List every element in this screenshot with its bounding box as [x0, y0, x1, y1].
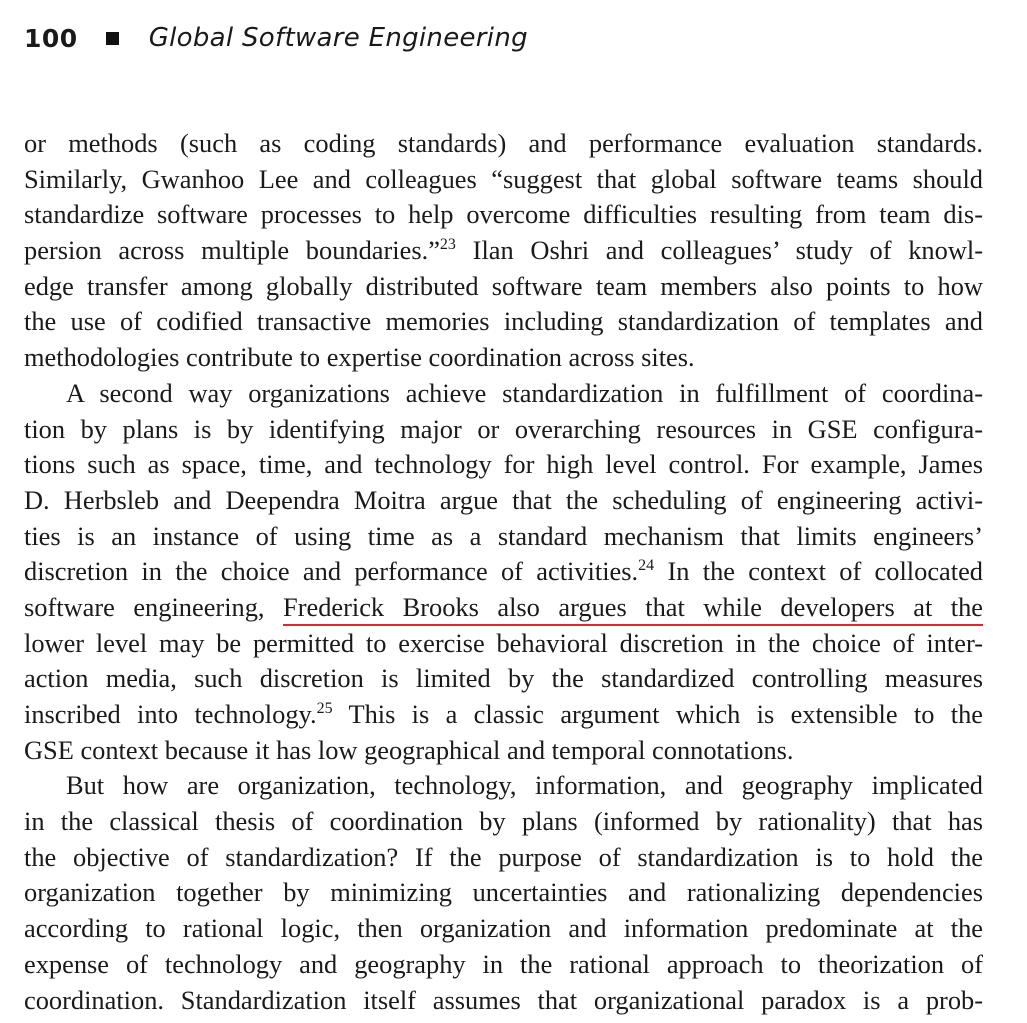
text-line: ties is an instance of using time as a standard mechanism that limits engineers’ [24, 520, 983, 551]
page-number: 100 [24, 23, 78, 53]
text-line: tion by plans is by identifying major or overarching resources in GSE configura- [24, 413, 983, 444]
text-line: the use of codified transactive memories including standardization of templates and [24, 306, 983, 337]
paragraph [24, 768, 983, 1018]
text-line: organization together by minimizing uncertainties and rationalizing dependencies [24, 877, 983, 908]
text-line: D. Herbsleb and Deependra Moitra argue that the scheduling of engineering activi- [24, 484, 983, 515]
text-line: according to rational logic, then organization and information predominate at the [24, 913, 983, 944]
text-line: software engineering, Frederick Brooks also argues that while developers at the [24, 590, 983, 626]
text-line: discretion in the choice and performance of activities.$^{24}$ In the context of collocated [24, 556, 983, 587]
text-line: methodologies contribute to expertise coordination across sites. [24, 342, 695, 373]
paragraph [24, 126, 983, 376]
text-line: lower level may be permitted to exercise behavioral discretion in the choice of inter- [24, 627, 983, 658]
book-title: Global Software Engineering [148, 23, 528, 53]
footnote-ref-23: 23 [439, 236, 456, 254]
text-line: coordination. Standardization itself assumes that organizational paradox is a prob- [24, 984, 983, 1015]
header-separator-square-icon [106, 32, 119, 45]
text-line: Similarly, Gwanhoo Lee and colleagues “suggest that global software teams should [24, 163, 983, 194]
text-line: action media, such discretion is limited by the standardized controlling measures [24, 663, 983, 694]
text-line: edge transfer among globally distributed software team members also points to how [24, 270, 983, 301]
text-line: expense of technology and geography in the rational approach to theorization of [24, 948, 983, 979]
text-line: inscribed into technology.$^{25}$ This is a classic argument which is extensible to the [24, 699, 983, 729]
paragraph [24, 376, 983, 769]
running-header [24, 18, 528, 58]
text-line: the objective of standardization? If the purpose of standardization is to hold the [24, 841, 983, 872]
text-line: or methods (such as coding standards) and performance evaluation standards. [24, 128, 983, 158]
footnote-ref-24: 24 [638, 557, 655, 575]
text-line: standardize software processes to help overcome difficulties resulting from team dis- [24, 199, 983, 230]
text-line: in the classical thesis of coordination by plans (informed by rationality) that has [24, 806, 983, 837]
body-text [24, 126, 983, 1018]
text-line: A second way organizations achieve standardization in fulfillment of coordina- [66, 377, 983, 408]
text-line: persion across multiple boundaries.”$^{23}$ Ilan Oshri and colleagues’ study of knowl- [24, 235, 983, 266]
footnote-ref-25: 25 [316, 700, 333, 717]
text-line: GSE context because it has low geographical and temporal connotations. [24, 734, 794, 765]
text-line: But how are organization, technology, information, and geography implicated [66, 770, 983, 801]
text-line: tions such as space, time, and technology for high level control. For example, James [24, 449, 983, 480]
red-underline-annotation: Frederick Brooks also argues that while developers at the [283, 592, 983, 626]
